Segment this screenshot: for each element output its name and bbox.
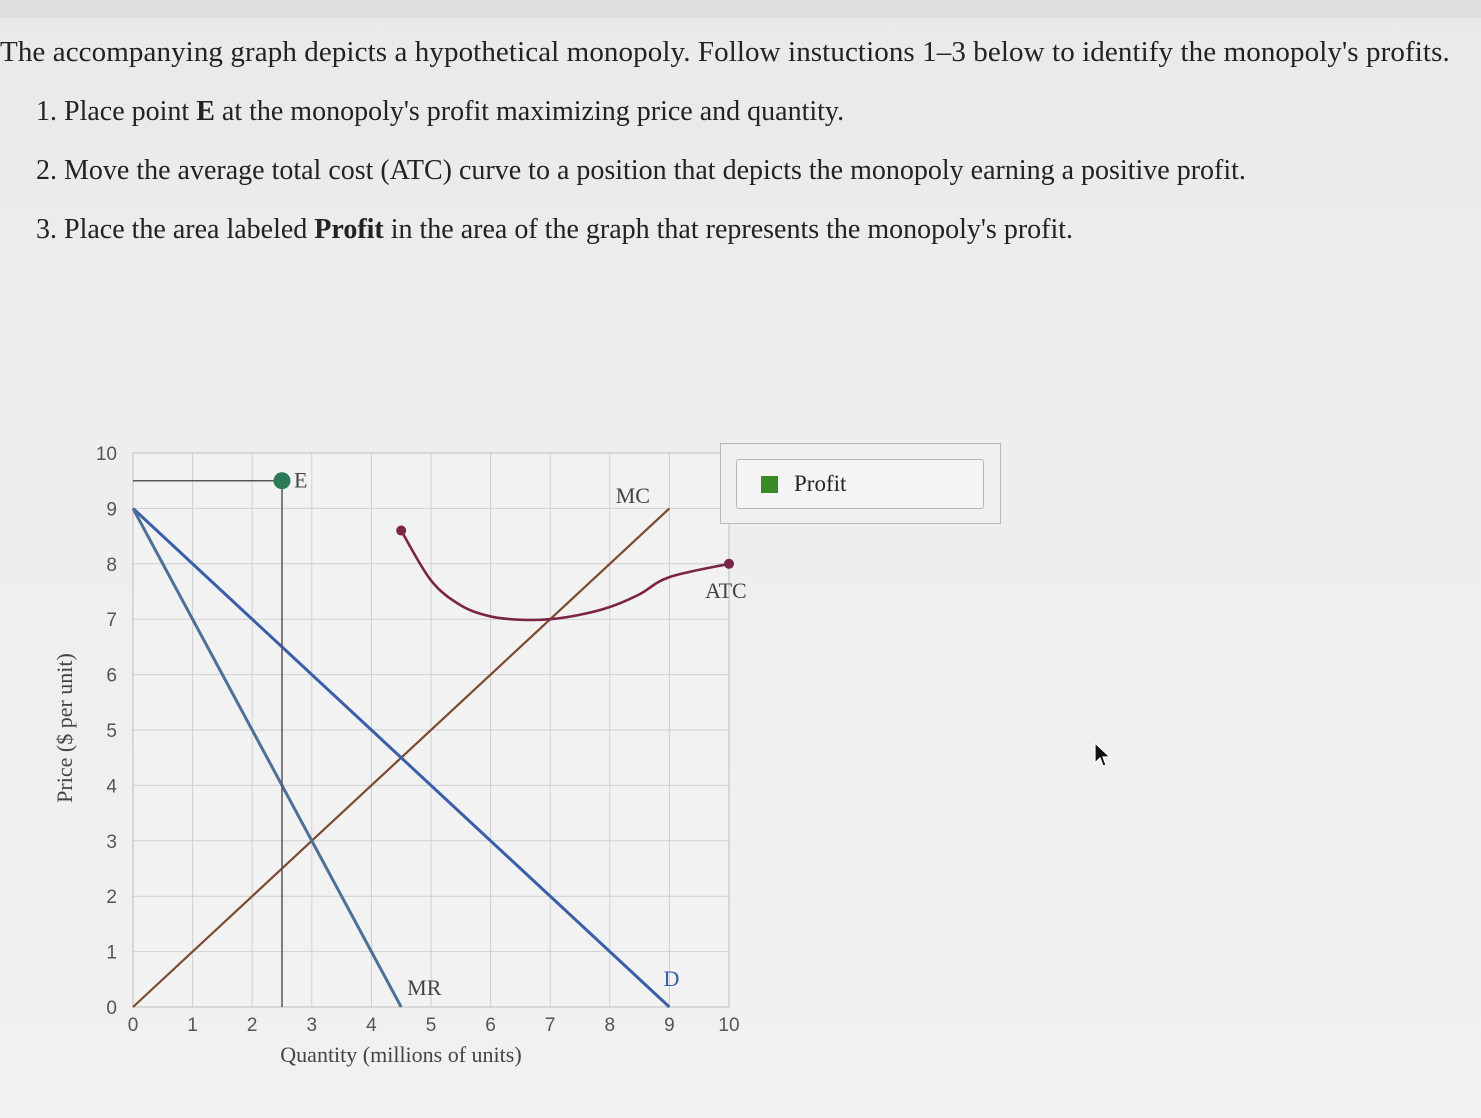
x-tick-label: 2 (246, 1015, 258, 1036)
y-tick-label: 6 (106, 665, 117, 687)
x-axis-label: Quantity (millions of units) (280, 1042, 522, 1067)
y-tick-label: 0 (106, 998, 117, 1019)
x-tick-label: 4 (366, 1015, 377, 1036)
x-tick-label: 3 (306, 1015, 318, 1036)
atc-handle-left[interactable] (396, 526, 406, 536)
x-tick-label: 9 (664, 1015, 675, 1036)
y-tick-label: 2 (106, 887, 117, 909)
y-tick-label: 5 (106, 721, 117, 742)
intro-text: The accompanying graph depicts a hypothetical monopoly. Follow instuctions 1–3 below to identify the monopoly's profits. (0, 36, 1450, 68)
y-tick-label: 8 (106, 554, 117, 576)
mc-label: MC (615, 482, 651, 508)
x-tick-label: 10 (718, 1015, 740, 1036)
instruction-step-1: 1. Place point E at the monopoly's profit maximizing price and quantity. (36, 96, 845, 127)
y-tick-label: 7 (106, 610, 117, 632)
profit-label: Profit (794, 471, 847, 496)
profit-area-draggable[interactable] (736, 459, 984, 509)
atc-label: ATC (705, 578, 747, 604)
y-tick-label: 9 (106, 499, 117, 521)
demand-label: D (663, 965, 680, 991)
mr-label: MR (407, 974, 442, 1000)
mouse-cursor-icon (1092, 741, 1114, 771)
x-tick-label: 1 (187, 1015, 198, 1036)
y-tick-label: 1 (106, 942, 117, 964)
x-tick-label: 8 (604, 1015, 616, 1036)
x-tick-label: 6 (485, 1015, 496, 1036)
instruction-step-3: 3. Place the area labeled Profit in the area of the graph that represents the monopoly's profit. (36, 214, 1074, 245)
x-tick-label: 5 (425, 1015, 437, 1036)
atc-handle-right[interactable] (724, 559, 734, 569)
y-tick-label: 4 (106, 776, 117, 798)
x-tick-label: 7 (544, 1015, 556, 1036)
point-e-label: E (294, 467, 308, 493)
y-tick-label: 10 (95, 444, 117, 465)
point-e-handle[interactable] (274, 472, 291, 489)
profit-swatch-icon (761, 476, 778, 493)
y-axis-label: Price ($ per unit) (52, 653, 77, 803)
y-tick-label: 3 (106, 831, 117, 853)
x-tick-label: 0 (127, 1015, 139, 1036)
instruction-step-2: 2. Move the average total cost (ATC) curve to a position that depicts the monopoly earning a positive profit. (36, 155, 1246, 186)
